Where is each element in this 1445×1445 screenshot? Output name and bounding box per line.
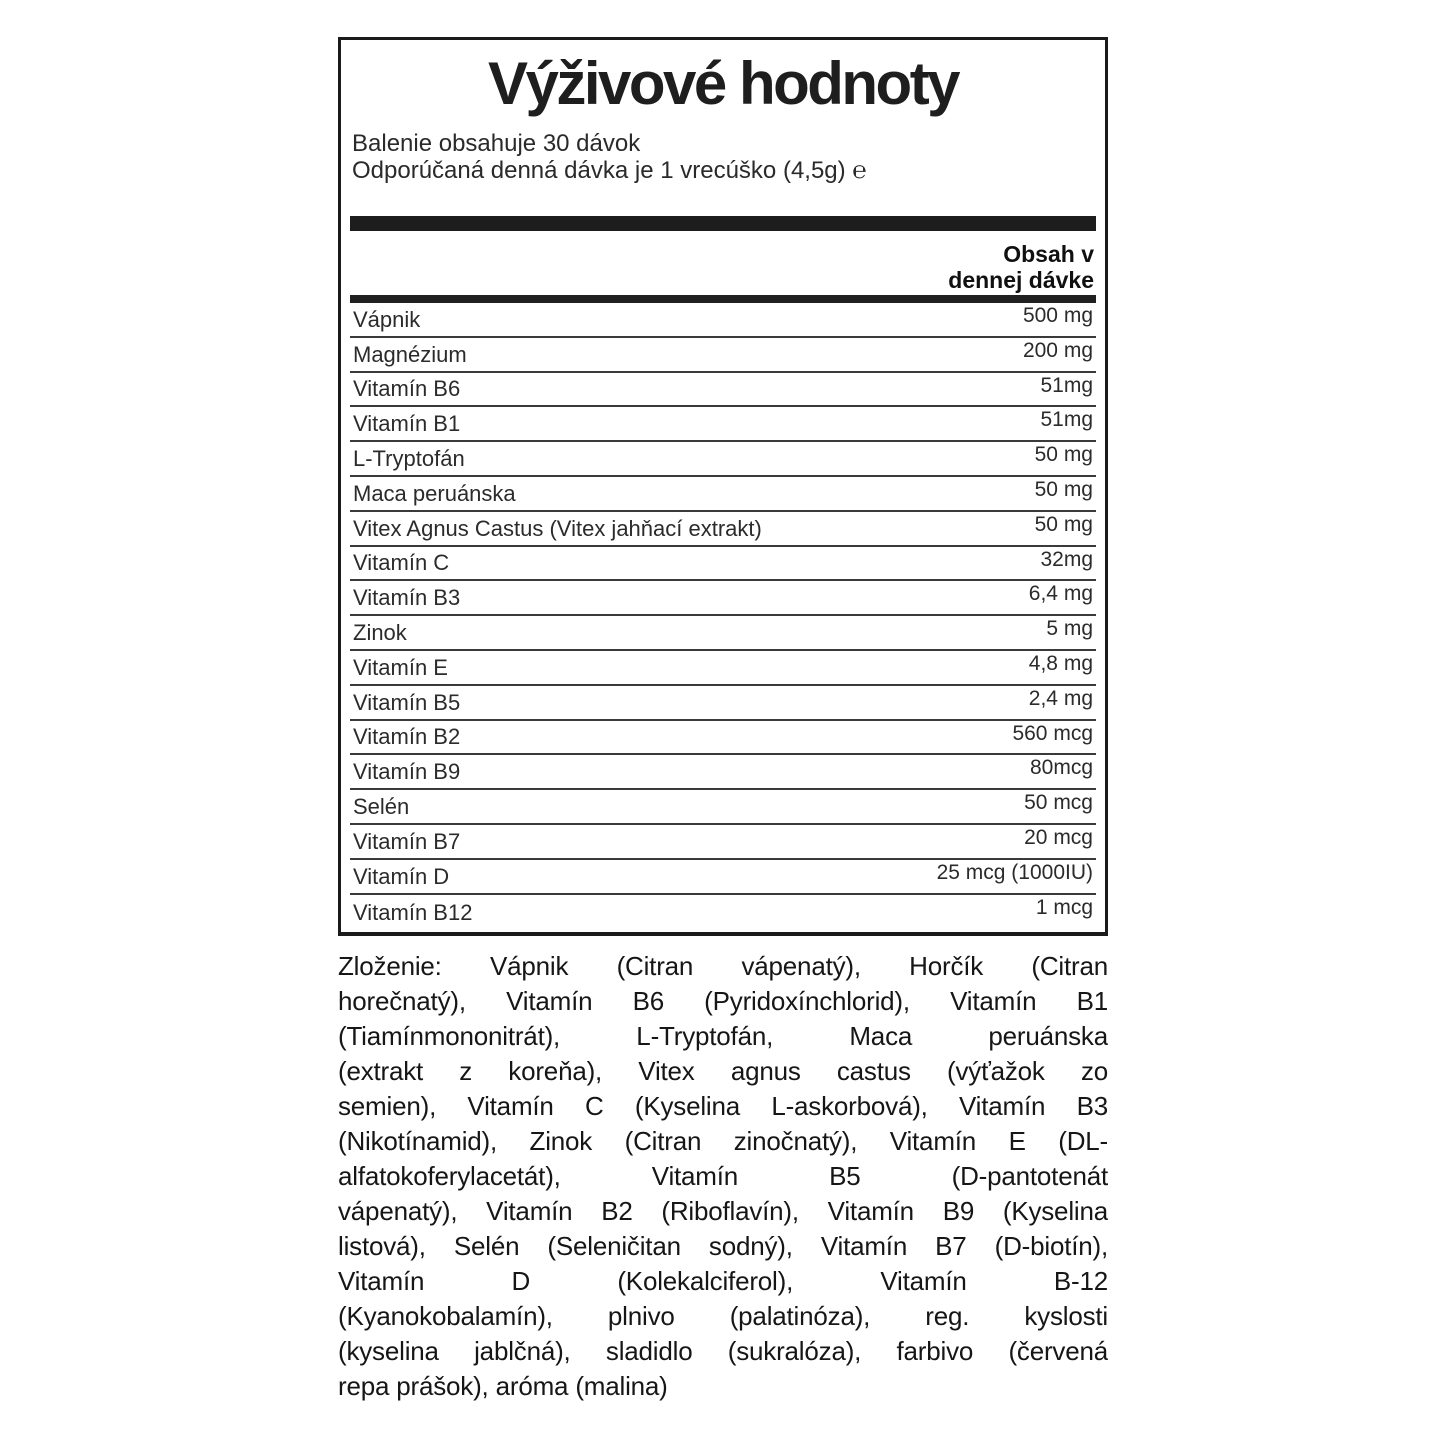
ingredients-line: semien), Vitamín C (Kyselina L-askorbová), Vitamín B3 [338,1091,1108,1121]
nutrient-amount: 2,4 mg [1028,686,1093,710]
table-row [350,825,1096,860]
table-row [350,651,1096,686]
nutrient-name: Vitamín B2 [353,724,461,750]
nutrient-amount: 5 mg [1046,617,1093,641]
table-row [350,477,1096,512]
nutrient-amount: 51mg [1040,373,1093,397]
table-row [350,721,1096,756]
ingredients-line: horečnatý), Vitamín B6 (Pyridoxínchlorid), Vitamín B1 [338,986,1108,1016]
table-row [350,442,1096,477]
table-row [350,895,1096,930]
ingredients-line: listová), Selén (Seleničitan sodný), Vitamín B7 (D-biotín), [338,1231,1108,1261]
ingredients-line: (Tiamínmononitrát), L-Tryptofán, Maca peruánska [338,1021,1108,1051]
ingredients-line: (extrakt z koreňa), Vitex agnus castus (výťažok zo [338,1056,1108,1086]
nutrient-name: Vitamín D [353,863,450,889]
nutrient-name: Vitamín B9 [353,759,461,785]
nutrition-facts-panel [338,37,1108,936]
nutrient-name: Magnézium [353,341,467,367]
nutrient-amount: 20 mcg [1024,825,1093,849]
nutrient-name: Maca peruánska [353,480,516,506]
nutrient-name: Vitex Agnus Castus (Vitex jahňací extrakt) [353,515,762,541]
nutrient-name: Vápnik [353,306,421,332]
dose-line: Odporúčaná denná dávka je 1 vrecúško (4,5g) ℮ [352,157,867,184]
nutrient-amount: 25 mcg (1000IU) [936,860,1093,884]
column-header-line1: Obsah v [1003,241,1094,267]
table-row [350,512,1096,547]
nutrient-amount: 50 mg [1034,443,1093,467]
ingredients-line: vápenatý), Vitamín B2 (Riboflavín), Vitamín B9 (Kyselina [338,1196,1108,1226]
serving-info [350,130,1096,184]
nutrient-amount: 80mcg [1029,756,1093,780]
nutrient-name: Vitamín B12 [353,900,473,926]
nutrient-name: Selén [353,793,410,819]
nutrient-amount: 1 mcg [1035,895,1093,919]
column-header [350,241,1096,293]
nutrient-amount: 50 mg [1034,512,1093,536]
nutrient-name: Vitamín B7 [353,828,461,854]
nutrient-amount: 50 mcg [1024,791,1093,815]
nutrient-name: Zinok [353,619,407,645]
nutrient-name: L-Tryptofán [353,445,465,471]
table-row [350,338,1096,373]
ingredients-line: (kyselina jablčná), sladidlo (sukralóza), farbivo (červená [338,1336,1108,1366]
table-row [350,755,1096,790]
table-row [350,790,1096,825]
nutrient-name: Vitamín E [353,654,448,680]
table-row [350,407,1096,442]
divider-medium-bar [350,295,1096,303]
nutrient-amount: 32mg [1040,547,1093,571]
nutrient-amount: 50 mg [1034,477,1093,501]
ingredients-line: repa prášok), aróma (malina) [338,1371,668,1401]
ingredients-line: Zloženie: Vápnik (Citran vápenatý), Horčík (Citran [338,951,1108,981]
nutrient-name: Vitamín B1 [353,411,461,437]
table-row [350,547,1096,582]
nutrient-name: Vitamín B3 [353,585,461,611]
ingredients-line: Vitamín D (Kolekalciferol), Vitamín B-12 [338,1266,1108,1296]
table-row [350,303,1096,338]
table-row [350,860,1096,895]
nutrient-name: Vitamín C [353,550,450,576]
table-row [350,581,1096,616]
nutrient-amount: 4,8 mg [1028,651,1093,675]
nutrient-amount: 200 mg [1022,338,1093,362]
nutrient-name: Vitamín B5 [353,689,461,715]
divider-thick-bar [350,216,1096,231]
table-row [350,616,1096,651]
servings-line: Balenie obsahuje 30 dávok [352,130,641,157]
column-header-line2: dennej dávke [948,267,1094,293]
nutrient-amount: 560 mcg [1012,721,1093,745]
panel-title: Výživové hodnoty [487,50,959,117]
ingredients-line: (Kyanokobalamín), plnivo (palatinóza), reg. kyslosti [338,1301,1108,1331]
table-row [350,686,1096,721]
table-row [350,373,1096,408]
nutrient-amount: 500 mg [1022,304,1093,327]
ingredients-paragraph [338,949,1108,1404]
nutrient-table [350,303,1096,929]
ingredients-line: alfatokoferylacetát), Vitamín B5 (D-pantotenát [338,1161,1108,1191]
nutrient-amount: 6,4 mg [1028,582,1093,606]
nutrient-name: Vitamín B6 [353,376,461,402]
nutrient-amount: 51mg [1040,408,1093,432]
ingredients-line: (Nikotínamid), Zinok (Citran zinočnatý), Vitamín E (DL- [338,1126,1108,1156]
